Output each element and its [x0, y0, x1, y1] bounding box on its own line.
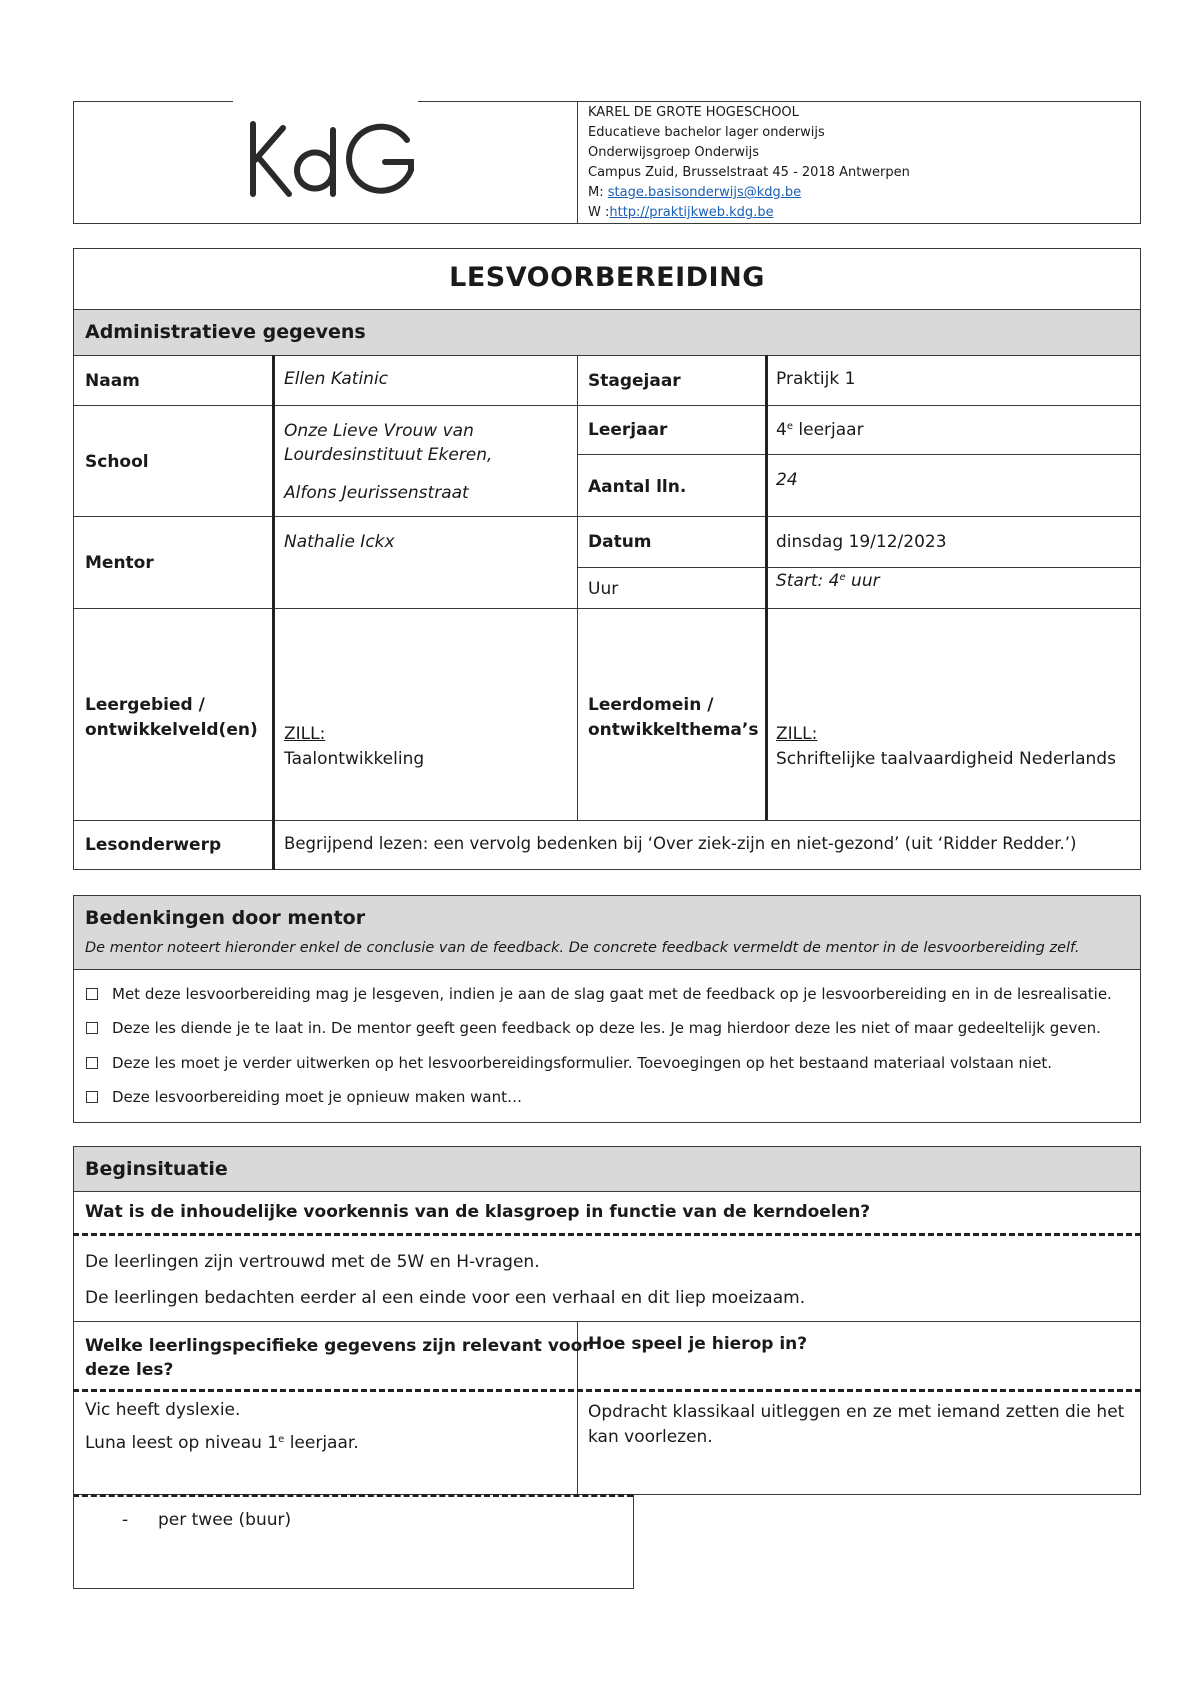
checkbox[interactable] [86, 1057, 98, 1069]
answer-niveau-a: Luna leest op niveau 1 [85, 1433, 279, 1453]
answer-voorkennis-line1: De leerlingen zijn vertrouwd met de 5W en H-vragen. [85, 1252, 540, 1272]
datum-label: Datum [588, 532, 652, 552]
leerjaar-number: 4 [776, 420, 787, 440]
leergebied-label-line2: ontwikkelveld(en) [85, 720, 258, 740]
aantal-label: Aantal lln. [588, 477, 687, 497]
option-text: Deze les diende je te laat in. De mentor geeft geen feedback op deze les. Je mag hierdoor deze les niet of maar gedeeltelijk geven. [112, 1019, 1101, 1037]
leerjaar-label: Leerjaar [588, 420, 668, 440]
uur-sup: e [839, 572, 846, 583]
datum-value: dinsdag 19/12/2023 [776, 532, 947, 552]
web-prefix: W : [588, 205, 610, 220]
leerjaar-sup: e [786, 421, 793, 432]
mentor-section-heading: Bedenkingen door mentor [85, 907, 366, 929]
leergebied-zill: ZILL: [284, 724, 326, 744]
option-text: Deze les moet je verder uitwerken op het lesvoorbereidingsformulier. Toevoegingen op het bestaand materiaal volstaan niet. [112, 1054, 1053, 1072]
school-name: KAREL DE GROTE HOGESCHOOL [588, 105, 799, 120]
extra-item: per twee (buur) [158, 1510, 292, 1530]
onderwerp-label: Lesonderwerp [85, 835, 222, 855]
aantal-value: 24 [776, 470, 798, 490]
naam-value: Ellen Katinic [284, 369, 389, 389]
admin-heading: Administratieve gegevens [85, 321, 366, 343]
mail-prefix: M: [588, 185, 604, 200]
beginsituatie-heading: Beginsituatie [85, 1158, 228, 1180]
uur-prefix: Start: 4 [776, 571, 840, 591]
stagejaar-label: Stagejaar [588, 371, 681, 391]
uur-suffix: uur [845, 571, 880, 591]
uur-label: Uur [588, 579, 619, 599]
option-text: Met deze lesvoorbereiding mag je lesgeven, indien je aan de slag gaat met de feedback op je lesvoorbereiding en in de lesrealisatie. [112, 985, 1112, 1003]
answer-niveau-sup: e [278, 1434, 285, 1445]
naam-label: Naam [85, 371, 140, 391]
leerdomein-zill: ZILL: [776, 724, 818, 744]
option-row[interactable] [86, 985, 1112, 1003]
option-row[interactable] [86, 1019, 1101, 1037]
school-value-line3: Alfons Jeurissenstraat [284, 483, 469, 503]
mentor-value: Nathalie Ickx [284, 532, 395, 552]
answer-aanpak-line1: Opdracht klassikaal uitleggen en ze met iemand zetten die het [588, 1402, 1125, 1422]
leergebied-value: Taalontwikkeling [284, 749, 425, 769]
answer-dyslexie: Vic heeft dyslexie. [85, 1400, 241, 1420]
leerdomein-value: Schriftelijke taalvaardigheid Nederlands [776, 749, 1116, 769]
header-line-address: Campus Zuid, Brusselstraat 45 - 2018 Antwerpen [588, 165, 910, 180]
option-text: Deze lesvoorbereiding moet je opnieuw maken want… [112, 1088, 523, 1106]
option-row[interactable] [86, 1054, 1052, 1072]
school-value-line2: Lourdesinstituut Ekeren, [284, 445, 493, 465]
school-value-line1: Onze Lieve Vrouw van [284, 421, 474, 441]
question-leerlingspecifiek-line2: deze les? [85, 1360, 174, 1380]
web-link[interactable]: http://praktijkweb.kdg.be [609, 205, 774, 220]
leerdomein-label-line1: Leerdomein / [588, 695, 714, 715]
leergebied-label-line1: Leergebied / [85, 695, 205, 715]
header-line-group: Onderwijsgroep Onderwijs [588, 145, 760, 160]
leerdomein-label-line2: ontwikkelthema’s [588, 720, 759, 740]
school-label: School [85, 452, 149, 472]
answer-aanpak-line2: kan voorlezen. [588, 1427, 713, 1447]
kdg-logo [245, 112, 425, 202]
mentor-label: Mentor [85, 553, 154, 573]
checkbox[interactable] [86, 1022, 98, 1034]
page-title: LESVOORBEREIDING [449, 262, 765, 293]
answer-niveau-b: leerjaar. [284, 1433, 359, 1453]
extra-dash: - [122, 1510, 129, 1530]
question-leerlingspecifiek-line1: Welke leerlingspecifieke gegevens zijn relevant voor [85, 1336, 591, 1356]
stagejaar-value: Praktijk 1 [776, 369, 856, 389]
onderwerp-value: Begrijpend lezen: een vervolg bedenken bij ‘Over ziek-zijn en niet-gezond’ (uit ‘Ridder Redder.’) [284, 834, 1077, 853]
answer-voorkennis-line2: De leerlingen bedachten eerder al een einde voor een verhaal en dit liep moeizaam. [85, 1288, 806, 1308]
checkbox[interactable] [86, 1091, 98, 1103]
option-row[interactable] [86, 1088, 522, 1106]
leerjaar-text: leerjaar [792, 420, 864, 440]
header-line-program: Educatieve bachelor lager onderwijs [588, 125, 825, 140]
checkbox[interactable] [86, 988, 98, 1000]
question-voorkennis: Wat is de inhoudelijke voorkennis van de klasgroep in functie van de kerndoelen? [85, 1202, 871, 1222]
mail-link[interactable]: stage.basisonderwijs@kdg.be [607, 185, 802, 200]
mentor-section-subheading: De mentor noteert hieronder enkel de conclusie van de feedback. De concrete feedback vermeldt de mentor in de lesvoorbereiding zelf. [85, 940, 1080, 956]
question-hierop-inspelen: Hoe speel je hierop in? [588, 1334, 808, 1354]
